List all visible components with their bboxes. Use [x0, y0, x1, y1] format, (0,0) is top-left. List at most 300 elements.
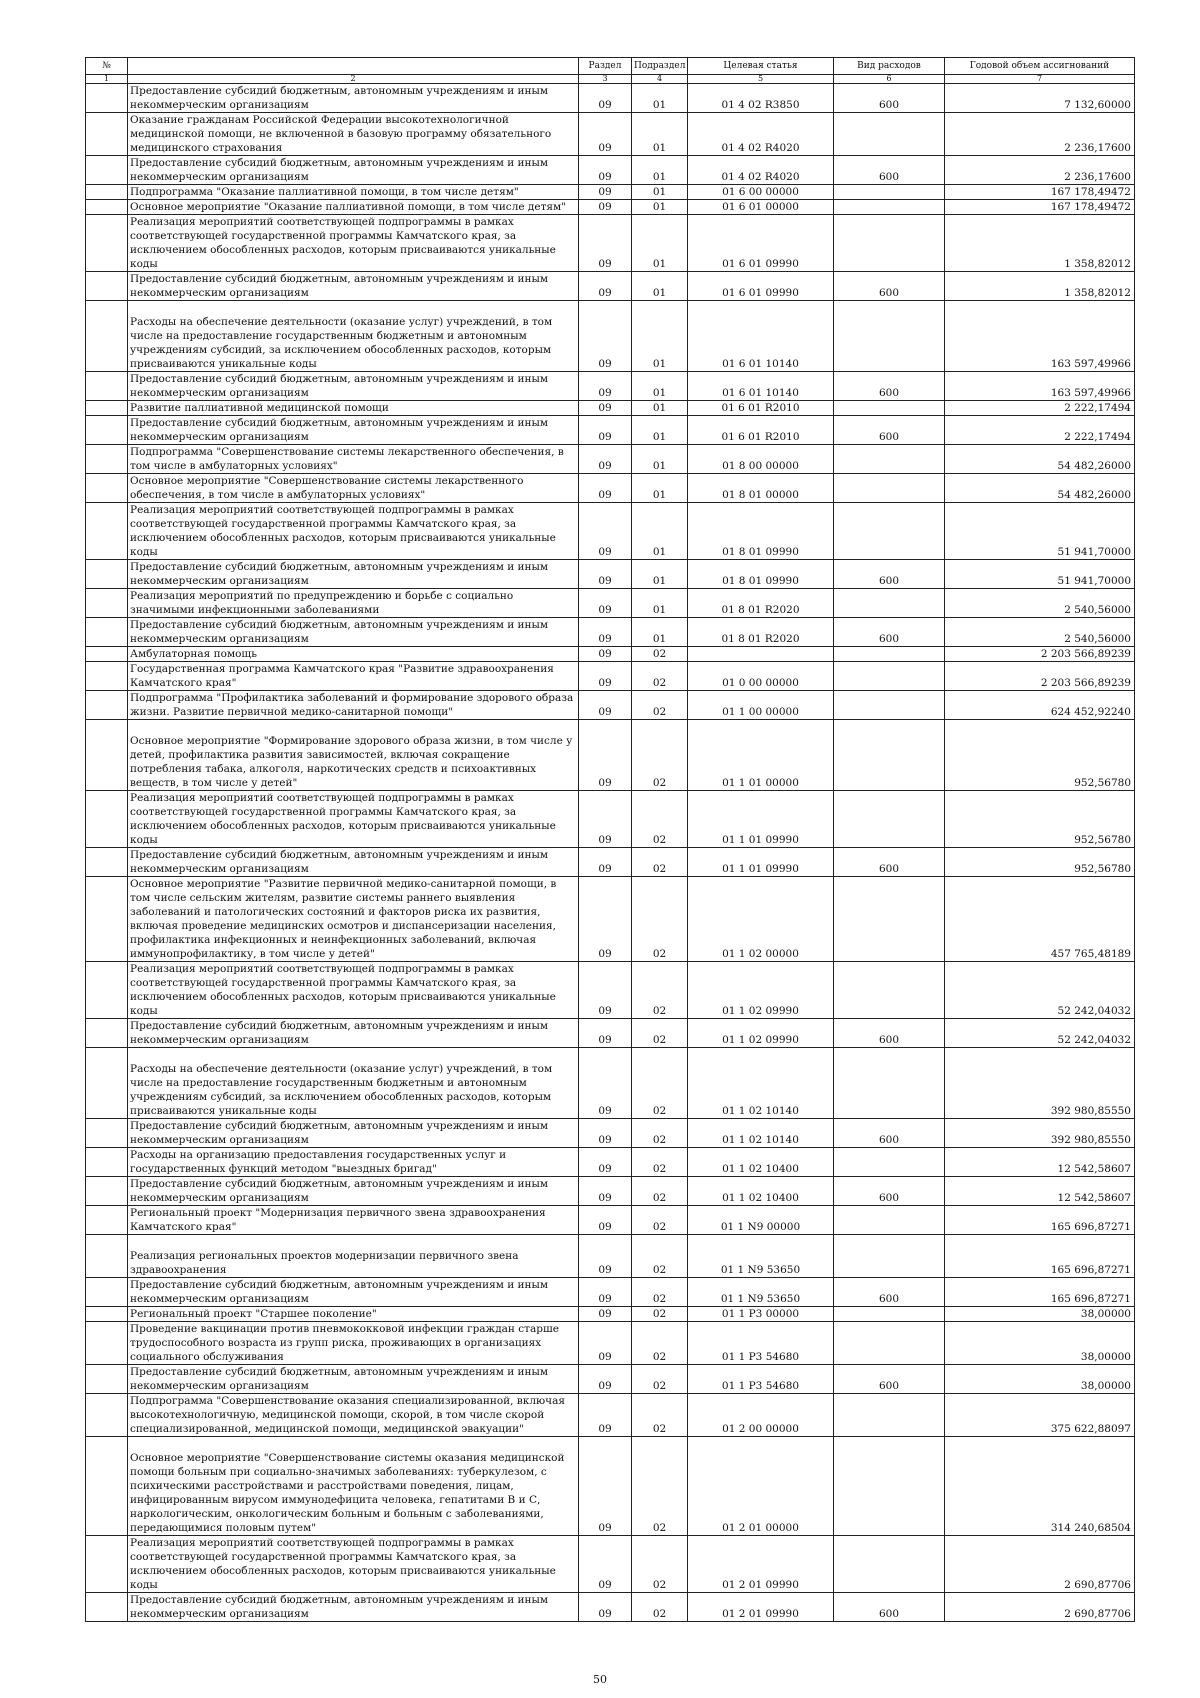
row-amount-cell: 624 452,92240	[945, 691, 1135, 720]
row-number-cell	[86, 1593, 128, 1622]
row-amount-cell: 2 690,87706	[945, 1536, 1135, 1593]
row-target-article-cell: 01 8 01 R2020	[688, 618, 834, 647]
row-name-cell: Реализация мероприятий соответствующей подпрограммы в рамках соответствующей государственной программы Камчатского края, за исключением обособленных расходов, которым присваиваются уникальные коды	[128, 215, 579, 272]
row-expense-type-cell	[834, 185, 945, 200]
row-razdel-cell: 09	[579, 720, 632, 791]
row-number-cell	[86, 200, 128, 215]
table-row	[86, 301, 1135, 372]
row-amount-cell: 2 540,56000	[945, 618, 1135, 647]
row-razdel-cell: 09	[579, 618, 632, 647]
row-expense-type-cell: 600	[834, 1177, 945, 1206]
column-number: 2	[128, 75, 579, 84]
row-razdel-cell: 09	[579, 1019, 632, 1048]
row-number-cell	[86, 560, 128, 589]
row-number-cell	[86, 962, 128, 1019]
row-amount-cell: 38,00000	[945, 1307, 1135, 1322]
row-target-article-cell: 01 1 P3 00000	[688, 1307, 834, 1322]
table-row	[86, 618, 1135, 647]
row-expense-type-cell: 600	[834, 84, 945, 113]
row-amount-cell: 952,56780	[945, 720, 1135, 791]
row-razdel-cell: 09	[579, 200, 632, 215]
budget-sheet	[85, 57, 1135, 1622]
row-podrazdel-cell: 01	[632, 301, 688, 372]
row-razdel-cell: 09	[579, 156, 632, 185]
row-expense-type-cell	[834, 301, 945, 372]
header-expense-type: Вид расходов	[834, 58, 945, 75]
row-number-cell	[86, 662, 128, 691]
table-row	[86, 1437, 1135, 1536]
row-target-article-cell: 01 1 02 10140	[688, 1119, 834, 1148]
row-name-cell: Государственная программа Камчатского края "Развитие здравоохранения Камчатского края"	[128, 662, 579, 691]
row-target-article-cell: 01 1 02 10400	[688, 1177, 834, 1206]
row-amount-cell: 2 236,17600	[945, 113, 1135, 156]
row-name-cell: Расходы на обеспечение деятельности (оказание услуг) учреждений, в том числе на предоставление государственным бюджетным и автономным учреждениям субсидий, за исключением обособленных расходов, которым присваиваются уникальные коды	[128, 1048, 579, 1119]
row-expense-type-cell	[834, 1235, 945, 1278]
row-expense-type-cell	[834, 1394, 945, 1437]
row-number-cell	[86, 474, 128, 503]
row-expense-type-cell: 600	[834, 1278, 945, 1307]
row-target-article-cell: 01 8 01 R2020	[688, 589, 834, 618]
row-target-article-cell: 01 4 02 R4020	[688, 113, 834, 156]
row-number-cell	[86, 416, 128, 445]
row-amount-cell: 1 358,82012	[945, 272, 1135, 301]
row-number-cell	[86, 1307, 128, 1322]
row-amount-cell: 314 240,68504	[945, 1437, 1135, 1536]
row-name-cell: Расходы на организацию предоставления государственных услуг и государственных функций методом "выездных бригад"	[128, 1148, 579, 1177]
row-amount-cell: 54 482,26000	[945, 474, 1135, 503]
row-name-cell: Реализация мероприятий соответствующей подпрограммы в рамках соответствующей государственной программы Камчатского края, за исключением обособленных расходов, которым присваиваются уникальные коды	[128, 791, 579, 848]
row-name-cell: Основное мероприятие "Совершенствование системы лекарственного обеспечения, в том числе в амбулаторных условиях"	[128, 474, 579, 503]
row-expense-type-cell	[834, 720, 945, 791]
table-row	[86, 156, 1135, 185]
row-amount-cell: 457 765,48189	[945, 877, 1135, 962]
row-number-cell	[86, 1119, 128, 1148]
row-amount-cell: 2 222,17494	[945, 401, 1135, 416]
row-razdel-cell: 09	[579, 877, 632, 962]
table-row	[86, 1206, 1135, 1235]
row-target-article-cell: 01 6 01 R2010	[688, 401, 834, 416]
row-razdel-cell: 09	[579, 1119, 632, 1148]
row-name-cell: Оказание гражданам Российской Федерации высокотехнологичной медицинской помощи, не включенной в базовую программу обязательного медицинского страхования	[128, 113, 579, 156]
row-name-cell: Основное мероприятие "Развитие первичной медико-санитарной помощи, в том числе сельским жителям, развитие системы раннего выявления заболеваний и патологических состояний и факторов риска их развития, включая проведение медицинских осмотров и диспансеризации населения, профилактика инфекционных и неинфекционных заболеваний, включая иммунопрофилактику, в том числе у детей"	[128, 877, 579, 962]
row-expense-type-cell	[834, 1322, 945, 1365]
column-number: 7	[945, 75, 1135, 84]
row-razdel-cell: 09	[579, 1322, 632, 1365]
row-podrazdel-cell: 02	[632, 1177, 688, 1206]
row-target-article-cell: 01 6 01 R2010	[688, 416, 834, 445]
row-amount-cell: 2 222,17494	[945, 416, 1135, 445]
row-expense-type-cell: 600	[834, 372, 945, 401]
row-podrazdel-cell: 02	[632, 1593, 688, 1622]
table-column-numbers-row	[86, 75, 1135, 84]
table-row	[86, 962, 1135, 1019]
row-target-article-cell: 01 6 01 10140	[688, 301, 834, 372]
row-podrazdel-cell: 01	[632, 215, 688, 272]
row-name-cell: Проведение вакцинации против пневмококковой инфекции граждан старше трудоспособного возраста из групп риска, проживающих в организациях социального обслуживания	[128, 1322, 579, 1365]
row-amount-cell: 7 132,60000	[945, 84, 1135, 113]
header-podrazdel: Подраздел	[632, 58, 688, 75]
row-expense-type-cell	[834, 445, 945, 474]
row-target-article-cell: 01 6 01 09990	[688, 272, 834, 301]
row-razdel-cell: 09	[579, 1177, 632, 1206]
row-expense-type-cell	[834, 113, 945, 156]
row-amount-cell: 12 542,58607	[945, 1177, 1135, 1206]
header-number: №	[86, 58, 128, 75]
row-number-cell	[86, 1394, 128, 1437]
row-podrazdel-cell: 02	[632, 791, 688, 848]
table-header-row	[86, 58, 1135, 75]
row-expense-type-cell: 600	[834, 848, 945, 877]
header-annual-amount: Годовой объем ассигнований	[945, 58, 1135, 75]
row-target-article-cell: 01 1 01 09990	[688, 791, 834, 848]
table-row	[86, 691, 1135, 720]
row-amount-cell: 51 941,70000	[945, 560, 1135, 589]
row-name-cell: Предоставление субсидий бюджетным, автономным учреждениям и иным некоммерческим организациям	[128, 416, 579, 445]
row-expense-type-cell: 600	[834, 156, 945, 185]
row-razdel-cell: 09	[579, 185, 632, 200]
row-number-cell	[86, 156, 128, 185]
row-expense-type-cell	[834, 200, 945, 215]
row-podrazdel-cell: 01	[632, 185, 688, 200]
table-row	[86, 84, 1135, 113]
row-razdel-cell: 09	[579, 662, 632, 691]
row-target-article-cell: 01 1 P3 54680	[688, 1365, 834, 1394]
row-number-cell	[86, 301, 128, 372]
row-expense-type-cell	[834, 1307, 945, 1322]
row-target-article-cell: 01 1 02 09990	[688, 962, 834, 1019]
row-amount-cell: 2 236,17600	[945, 156, 1135, 185]
row-podrazdel-cell: 02	[632, 1019, 688, 1048]
row-amount-cell: 165 696,87271	[945, 1235, 1135, 1278]
row-number-cell	[86, 84, 128, 113]
table-row	[86, 372, 1135, 401]
row-podrazdel-cell: 02	[632, 1148, 688, 1177]
row-number-cell	[86, 1437, 128, 1536]
table-row	[86, 1177, 1135, 1206]
column-number: 5	[688, 75, 834, 84]
row-target-article-cell: 01 8 01 09990	[688, 560, 834, 589]
row-target-article-cell: 01 0 00 00000	[688, 662, 834, 691]
row-razdel-cell: 09	[579, 848, 632, 877]
row-razdel-cell: 09	[579, 1437, 632, 1536]
row-number-cell	[86, 1278, 128, 1307]
row-target-article-cell: 01 1 01 09990	[688, 848, 834, 877]
row-razdel-cell: 09	[579, 589, 632, 618]
table-row	[86, 1365, 1135, 1394]
row-amount-cell: 165 696,87271	[945, 1278, 1135, 1307]
row-podrazdel-cell: 02	[632, 1437, 688, 1536]
row-name-cell: Реализация региональных проектов модернизации первичного звена здравоохранения	[128, 1235, 579, 1278]
header-name	[128, 58, 579, 75]
table-row	[86, 1593, 1135, 1622]
row-amount-cell: 52 242,04032	[945, 962, 1135, 1019]
table-row	[86, 877, 1135, 962]
row-name-cell: Реализация мероприятий соответствующей подпрограммы в рамках соответствующей государственной программы Камчатского края, за исключением обособленных расходов, которым присваиваются уникальные коды	[128, 962, 579, 1019]
table-row	[86, 589, 1135, 618]
row-podrazdel-cell: 02	[632, 662, 688, 691]
row-razdel-cell: 09	[579, 113, 632, 156]
row-razdel-cell: 09	[579, 1278, 632, 1307]
row-podrazdel-cell: 01	[632, 156, 688, 185]
row-target-article-cell: 01 6 01 00000	[688, 200, 834, 215]
row-razdel-cell: 09	[579, 962, 632, 1019]
table-row	[86, 662, 1135, 691]
row-podrazdel-cell: 01	[632, 113, 688, 156]
row-expense-type-cell	[834, 503, 945, 560]
row-name-cell: Предоставление субсидий бюджетным, автономным учреждениям и иным некоммерческим организациям	[128, 1177, 579, 1206]
row-target-article-cell: 01 1 02 00000	[688, 877, 834, 962]
row-podrazdel-cell: 01	[632, 200, 688, 215]
row-razdel-cell: 09	[579, 372, 632, 401]
row-expense-type-cell	[834, 877, 945, 962]
row-expense-type-cell: 600	[834, 1019, 945, 1048]
row-name-cell: Расходы на обеспечение деятельности (оказание услуг) учреждений, в том числе на предоставление государственным бюджетным и автономным учреждениям субсидий, за исключением обособленных расходов, которым присваиваются уникальные коды	[128, 301, 579, 372]
row-number-cell	[86, 848, 128, 877]
row-target-article-cell: 01 1 02 10140	[688, 1048, 834, 1119]
table-row	[86, 791, 1135, 848]
row-razdel-cell: 09	[579, 560, 632, 589]
row-amount-cell: 38,00000	[945, 1322, 1135, 1365]
table-row	[86, 1394, 1135, 1437]
row-expense-type-cell: 600	[834, 1365, 945, 1394]
row-name-cell: Основное мероприятие "Совершенствование системы оказания медицинской помощи больным при социально-значимых заболеваниях: туберкулезом, с психическими расстройствами и расстройствами поведения, лицам, инфицированным вирусом иммунодефицита человека, гепатитами В и С, наркологическим, онкологическим больным и больным с заболеваниями, передающимися половым путем"	[128, 1437, 579, 1536]
row-number-cell	[86, 1048, 128, 1119]
row-expense-type-cell	[834, 215, 945, 272]
row-target-article-cell: 01 1 N9 53650	[688, 1235, 834, 1278]
budget-table	[85, 57, 1135, 1622]
table-row	[86, 215, 1135, 272]
row-podrazdel-cell: 02	[632, 647, 688, 662]
row-amount-cell: 952,56780	[945, 791, 1135, 848]
row-name-cell: Подпрограмма "Профилактика заболеваний и формирование здорового образа жизни. Развитие первичной медико-санитарной помощи"	[128, 691, 579, 720]
row-target-article-cell: 01 1 00 00000	[688, 691, 834, 720]
row-expense-type-cell	[834, 691, 945, 720]
row-podrazdel-cell: 02	[632, 877, 688, 962]
row-target-article-cell: 01 2 00 00000	[688, 1394, 834, 1437]
row-podrazdel-cell: 02	[632, 1394, 688, 1437]
row-number-cell	[86, 877, 128, 962]
row-name-cell: Амбулаторная помощь	[128, 647, 579, 662]
row-target-article-cell: 01 8 00 00000	[688, 445, 834, 474]
row-name-cell: Реализация мероприятий соответствующей подпрограммы в рамках соответствующей государственной программы Камчатского края, за исключением обособленных расходов, которым присваиваются уникальные коды	[128, 503, 579, 560]
row-podrazdel-cell: 02	[632, 1278, 688, 1307]
row-name-cell: Основное мероприятие "Формирование здорового образа жизни, в том числе у детей, профилактика развития зависимостей, включая сокращение потребления табака, алкоголя, наркотических средств и психоактивных веществ, в том числе у детей"	[128, 720, 579, 791]
row-number-cell	[86, 445, 128, 474]
row-number-cell	[86, 791, 128, 848]
row-expense-type-cell	[834, 791, 945, 848]
row-expense-type-cell	[834, 1536, 945, 1593]
row-target-article-cell: 01 6 01 10140	[688, 372, 834, 401]
row-name-cell: Подпрограмма "Совершенствование системы лекарственного обеспечения, в том числе в амбулаторных условиях"	[128, 445, 579, 474]
table-row	[86, 474, 1135, 503]
table-row	[86, 1536, 1135, 1593]
row-target-article-cell: 01 1 P3 54680	[688, 1322, 834, 1365]
row-number-cell	[86, 215, 128, 272]
row-expense-type-cell	[834, 589, 945, 618]
row-razdel-cell: 09	[579, 474, 632, 503]
row-expense-type-cell: 600	[834, 1593, 945, 1622]
row-name-cell: Предоставление субсидий бюджетным, автономным учреждениям и иным некоммерческим организациям	[128, 156, 579, 185]
row-name-cell: Развитие паллиативной медицинской помощи	[128, 401, 579, 416]
row-podrazdel-cell: 01	[632, 416, 688, 445]
table-row	[86, 1235, 1135, 1278]
row-amount-cell: 167 178,49472	[945, 200, 1135, 215]
row-number-cell	[86, 720, 128, 791]
row-podrazdel-cell: 02	[632, 1536, 688, 1593]
row-razdel-cell: 09	[579, 791, 632, 848]
row-amount-cell: 38,00000	[945, 1365, 1135, 1394]
row-name-cell: Предоставление субсидий бюджетным, автономным учреждениям и иным некоммерческим организациям	[128, 84, 579, 113]
row-razdel-cell: 09	[579, 1235, 632, 1278]
row-amount-cell: 165 696,87271	[945, 1206, 1135, 1235]
table-row	[86, 185, 1135, 200]
table-row	[86, 416, 1135, 445]
row-amount-cell: 375 622,88097	[945, 1394, 1135, 1437]
column-number: 6	[834, 75, 945, 84]
row-name-cell: Региональный проект "Старшее поколение"	[128, 1307, 579, 1322]
row-target-article-cell: 01 2 01 09990	[688, 1536, 834, 1593]
row-podrazdel-cell: 01	[632, 372, 688, 401]
row-podrazdel-cell: 01	[632, 474, 688, 503]
row-target-article-cell: 01 1 01 00000	[688, 720, 834, 791]
row-name-cell: Реализация мероприятий соответствующей подпрограммы в рамках соответствующей государственной программы Камчатского края, за исключением обособленных расходов, которым присваиваются уникальные коды	[128, 1536, 579, 1593]
table-row	[86, 401, 1135, 416]
row-name-cell: Предоставление субсидий бюджетным, автономным учреждениям и иным некоммерческим организациям	[128, 1119, 579, 1148]
row-podrazdel-cell: 02	[632, 1119, 688, 1148]
row-amount-cell: 2 203 566,89239	[945, 647, 1135, 662]
row-razdel-cell: 09	[579, 1536, 632, 1593]
row-number-cell	[86, 401, 128, 416]
row-number-cell	[86, 372, 128, 401]
row-name-cell: Предоставление субсидий бюджетным, автономным учреждениям и иным некоммерческим организациям	[128, 1019, 579, 1048]
row-razdel-cell: 09	[579, 1307, 632, 1322]
row-target-article-cell: 01 6 01 09990	[688, 215, 834, 272]
row-name-cell: Предоставление субсидий бюджетным, автономным учреждениям и иным некоммерческим организациям	[128, 1278, 579, 1307]
row-target-article-cell: 01 8 01 09990	[688, 503, 834, 560]
row-number-cell	[86, 272, 128, 301]
row-name-cell: Региональный проект "Модернизация первичного звена здравоохранения Камчатского края"	[128, 1206, 579, 1235]
row-name-cell: Предоставление субсидий бюджетным, автономным учреждениям и иным некоммерческим организациям	[128, 272, 579, 301]
table-row	[86, 503, 1135, 560]
row-razdel-cell: 09	[579, 401, 632, 416]
table-row	[86, 1119, 1135, 1148]
row-amount-cell: 2 540,56000	[945, 589, 1135, 618]
row-expense-type-cell	[834, 401, 945, 416]
row-number-cell	[86, 691, 128, 720]
row-razdel-cell: 09	[579, 301, 632, 372]
row-podrazdel-cell: 02	[632, 1048, 688, 1119]
table-row	[86, 1278, 1135, 1307]
row-expense-type-cell	[834, 962, 945, 1019]
row-expense-type-cell	[834, 1148, 945, 1177]
row-podrazdel-cell: 01	[632, 618, 688, 647]
table-row	[86, 1148, 1135, 1177]
row-number-cell	[86, 1148, 128, 1177]
header-razdel: Раздел	[579, 58, 632, 75]
row-number-cell	[86, 1019, 128, 1048]
row-amount-cell: 54 482,26000	[945, 445, 1135, 474]
row-razdel-cell: 09	[579, 1206, 632, 1235]
row-number-cell	[86, 113, 128, 156]
row-razdel-cell: 09	[579, 1148, 632, 1177]
table-row	[86, 272, 1135, 301]
row-razdel-cell: 09	[579, 1048, 632, 1119]
row-number-cell	[86, 1206, 128, 1235]
column-number: 3	[579, 75, 632, 84]
row-amount-cell: 163 597,49966	[945, 372, 1135, 401]
row-expense-type-cell: 600	[834, 618, 945, 647]
page-number: 50	[593, 1673, 607, 1686]
row-podrazdel-cell: 02	[632, 1307, 688, 1322]
row-number-cell	[86, 1177, 128, 1206]
row-name-cell: Предоставление субсидий бюджетным, автономным учреждениям и иным некоммерческим организациям	[128, 618, 579, 647]
row-razdel-cell: 09	[579, 1593, 632, 1622]
row-target-article-cell: 01 4 02 R3850	[688, 84, 834, 113]
row-name-cell: Реализация мероприятий по предупреждению и борьбе с социально значимыми инфекционными заболеваниями	[128, 589, 579, 618]
row-amount-cell: 392 980,85550	[945, 1119, 1135, 1148]
row-name-cell: Предоставление субсидий бюджетным, автономным учреждениям и иным некоммерческим организациям	[128, 372, 579, 401]
row-razdel-cell: 09	[579, 1394, 632, 1437]
row-target-article-cell: 01 6 00 00000	[688, 185, 834, 200]
row-target-article-cell: 01 1 02 09990	[688, 1019, 834, 1048]
row-number-cell	[86, 1536, 128, 1593]
table-row	[86, 200, 1135, 215]
row-number-cell	[86, 618, 128, 647]
row-number-cell	[86, 503, 128, 560]
row-podrazdel-cell: 01	[632, 401, 688, 416]
row-podrazdel-cell: 02	[632, 962, 688, 1019]
column-number: 1	[86, 75, 128, 84]
row-podrazdel-cell: 02	[632, 691, 688, 720]
row-razdel-cell: 09	[579, 272, 632, 301]
row-expense-type-cell: 600	[834, 272, 945, 301]
column-number: 4	[632, 75, 688, 84]
row-amount-cell: 1 358,82012	[945, 215, 1135, 272]
row-target-article-cell: 01 8 01 00000	[688, 474, 834, 503]
row-name-cell: Предоставление субсидий бюджетным, автономным учреждениям и иным некоммерческим организациям	[128, 560, 579, 589]
row-podrazdel-cell: 02	[632, 720, 688, 791]
row-podrazdel-cell: 02	[632, 1235, 688, 1278]
row-number-cell	[86, 1365, 128, 1394]
row-name-cell: Подпрограмма "Оказание паллиативной помощи, в том числе детям"	[128, 185, 579, 200]
row-number-cell	[86, 1322, 128, 1365]
row-amount-cell: 952,56780	[945, 848, 1135, 877]
row-podrazdel-cell: 02	[632, 1365, 688, 1394]
table-row	[86, 1322, 1135, 1365]
row-razdel-cell: 09	[579, 647, 632, 662]
row-razdel-cell: 09	[579, 416, 632, 445]
row-amount-cell: 2 690,87706	[945, 1593, 1135, 1622]
row-amount-cell: 51 941,70000	[945, 503, 1135, 560]
row-amount-cell: 12 542,58607	[945, 1148, 1135, 1177]
table-row	[86, 647, 1135, 662]
table-row	[86, 848, 1135, 877]
table-row	[86, 1048, 1135, 1119]
row-podrazdel-cell: 02	[632, 1322, 688, 1365]
table-row	[86, 445, 1135, 474]
row-name-cell: Предоставление субсидий бюджетным, автономным учреждениям и иным некоммерческим организациям	[128, 848, 579, 877]
row-amount-cell: 163 597,49966	[945, 301, 1135, 372]
row-razdel-cell: 09	[579, 215, 632, 272]
header-target-article: Целевая статья	[688, 58, 834, 75]
row-name-cell: Подпрограмма "Совершенствование оказания специализированной, включая высокотехнологичную, медицинской помощи, скорой, в том числе скорой специализированной, медицинской помощи, медицинской эвакуации"	[128, 1394, 579, 1437]
row-podrazdel-cell: 01	[632, 503, 688, 560]
row-number-cell	[86, 647, 128, 662]
row-name-cell: Предоставление субсидий бюджетным, автономным учреждениям и иным некоммерческим организациям	[128, 1365, 579, 1394]
row-expense-type-cell: 600	[834, 1119, 945, 1148]
row-razdel-cell: 09	[579, 1365, 632, 1394]
row-name-cell: Основное мероприятие "Оказание паллиативной помощи, в том числе детям"	[128, 200, 579, 215]
